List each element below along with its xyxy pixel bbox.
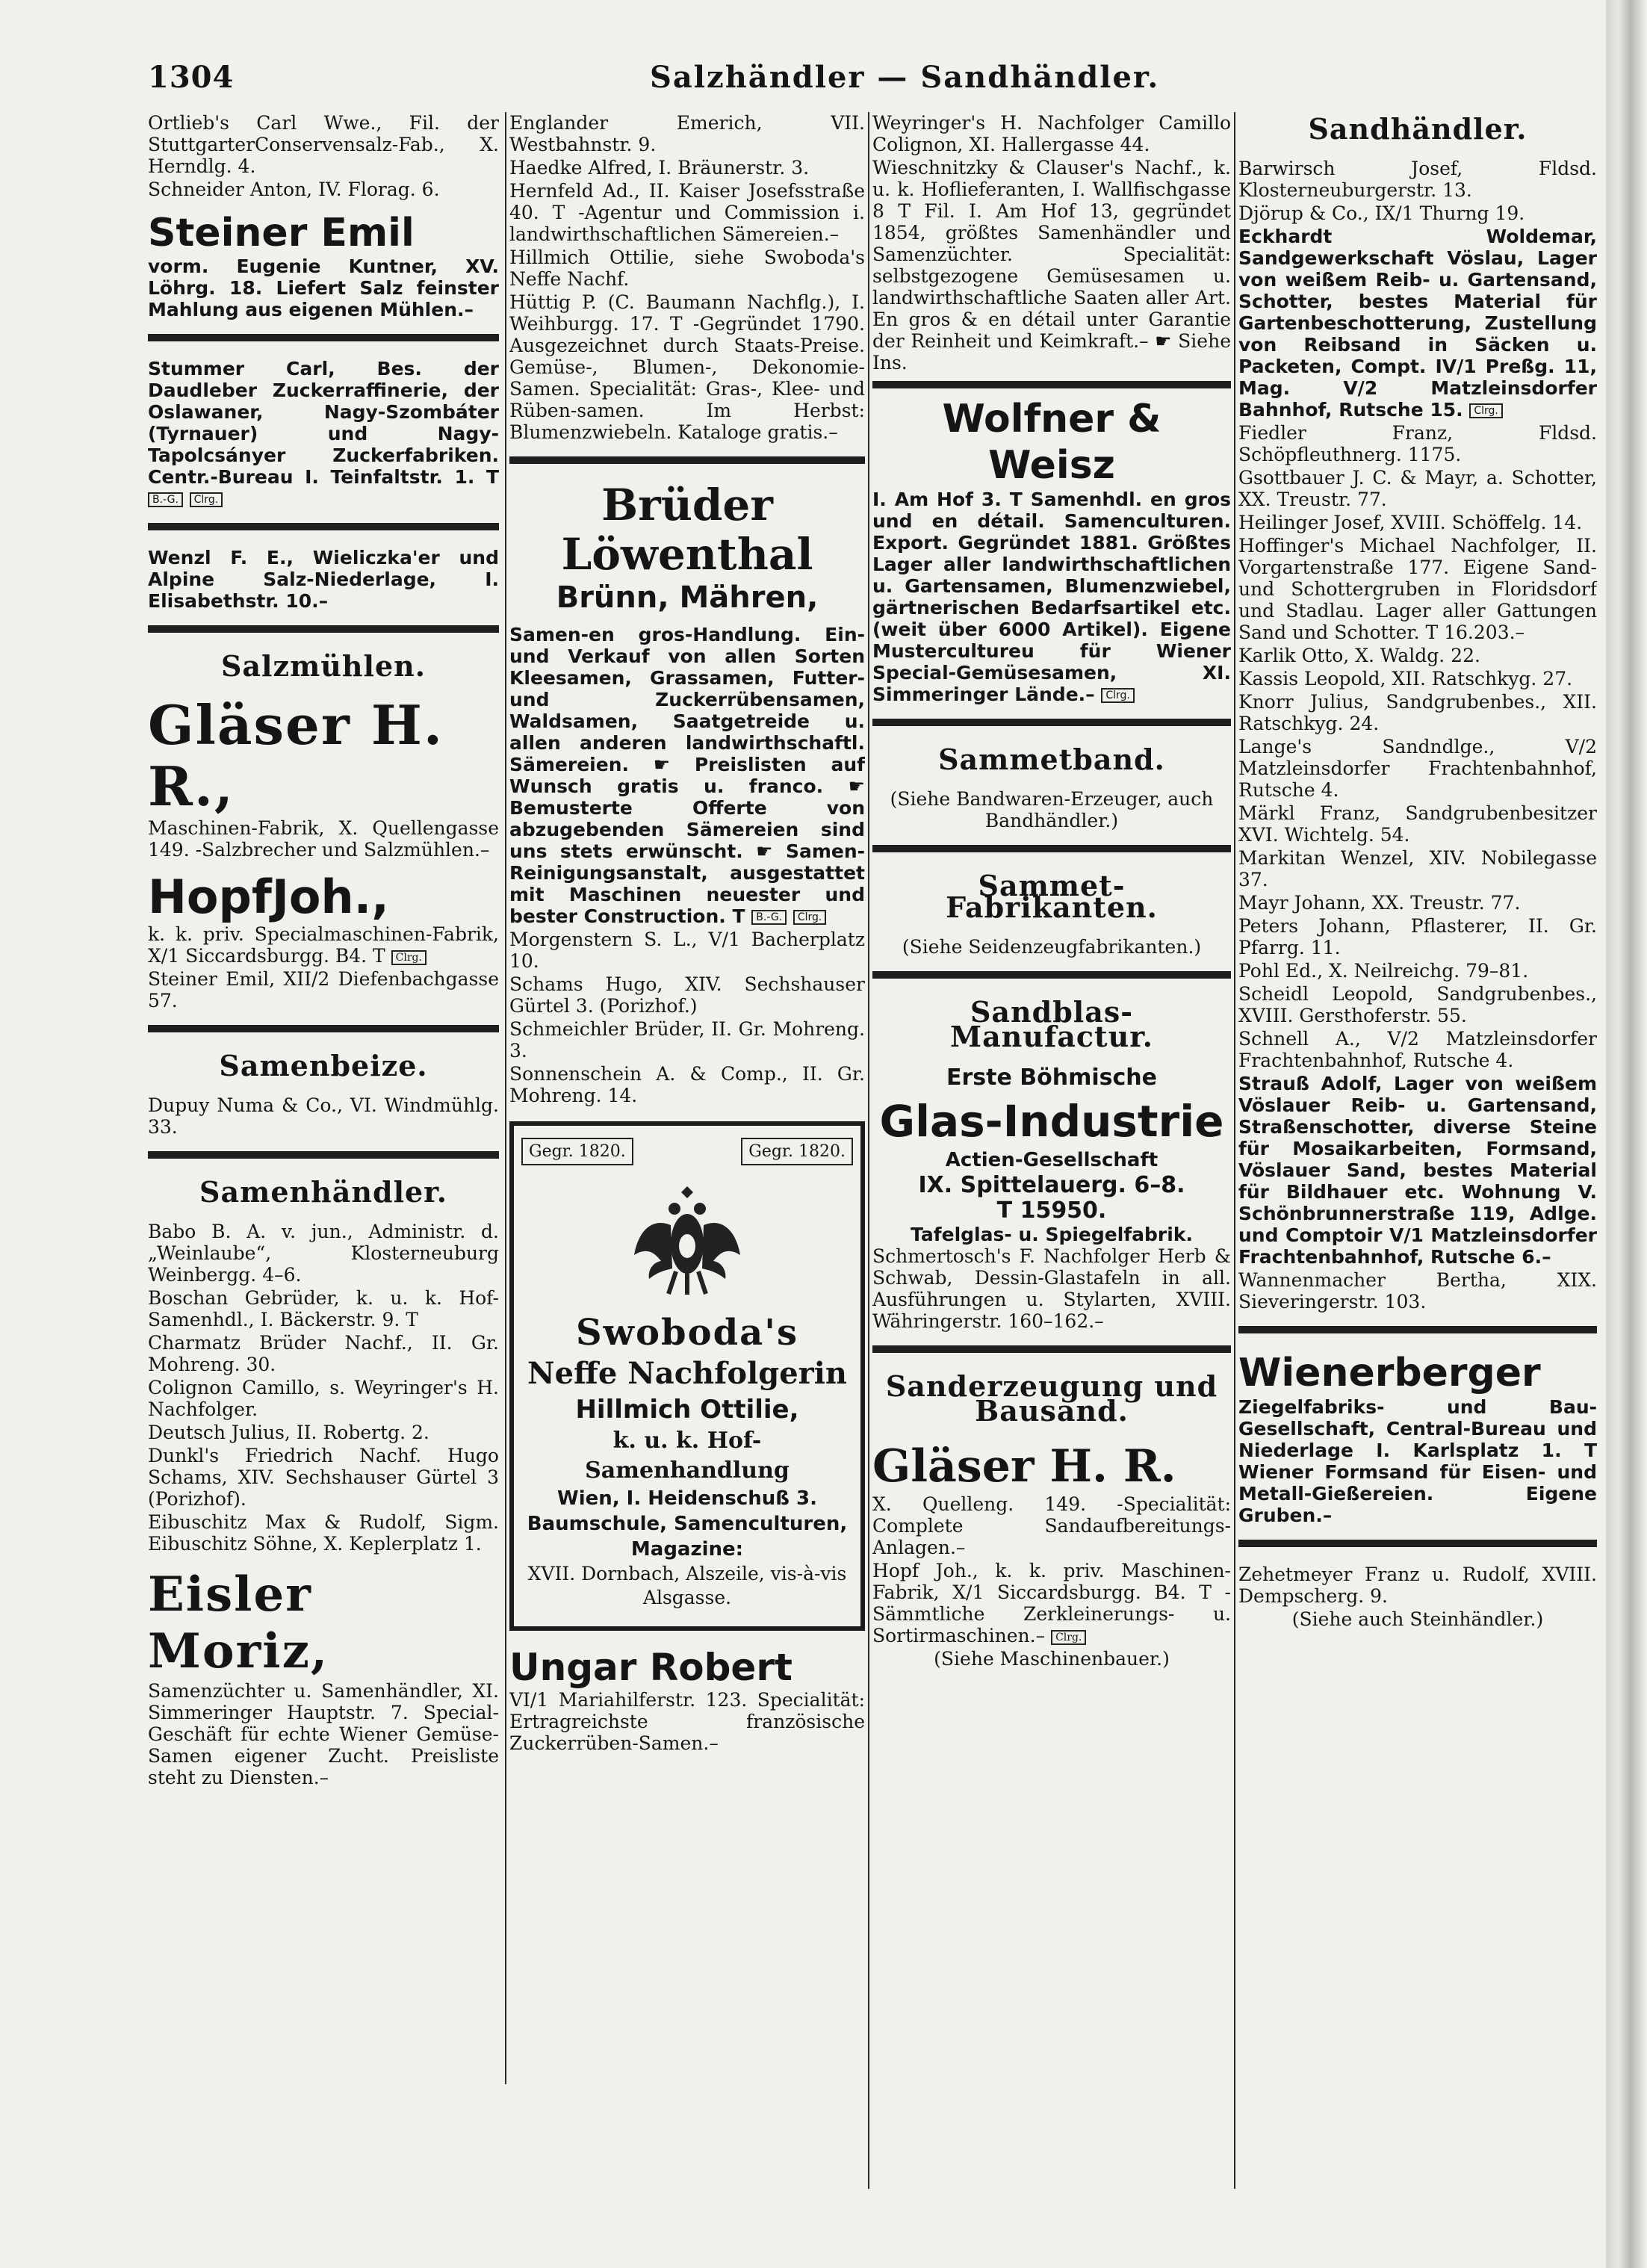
listing-schneider: Schneider Anton, IV. Florag. 6.	[148, 179, 440, 200]
ad-hopf-body: k. k. priv. Specialmaschinen-Fabrik, X/1 Siccardsburgg. B4. T	[148, 923, 499, 967]
badge-clrg: Clrg.	[1101, 688, 1135, 703]
badge-clrg: Clrg.	[793, 910, 827, 925]
listing-hopf2-text: Hopf Joh., k. k. priv. Maschinen-Fabrik, X/1 Siccardsburgg. B4. T -Sämmtliche Zerkleinerungs- u. Sortirmaschinen.–	[872, 1560, 1231, 1646]
listing-sonnenschein: Sonnenschein A. & Comp., II. Gr. Mohreng. 14.	[509, 1063, 865, 1106]
listing-fiedler: Fiedler Franz, Fldsd. Schöpfleuthnerg. 1175.	[1238, 422, 1597, 465]
section-heading-bausand: Bausand.	[975, 1394, 1129, 1428]
gegr-left: Gegr. 1820.	[521, 1138, 633, 1165]
badge-bg: B.-G.	[148, 492, 183, 507]
ad-wolfner-name: Wolfner & Weisz	[942, 397, 1161, 488]
listing-barwirsch: Barwirsch Josef, Fldsd. Klosterneuburgerstr. 13.	[1238, 158, 1597, 201]
column-1	[148, 112, 499, 2084]
listing-schmertosch: Schmertosch's F. Nachfolger Herb & Schwab, Dessin-Glastafeln in all. Ausführungen u. Stylarten, XVIII. Währingerstr. 160–162.–	[872, 1245, 1231, 1332]
listing-schmeichler: Schmeichler Brüder, II. Gr. Mohreng. 3.	[509, 1018, 865, 1062]
ad-swoboda-box	[509, 1121, 865, 1631]
listing-babo: Babo B. A. v. jun., Administr. d. „Weinlaube“, Klosterneuburg Weinbergg. 4–6.	[148, 1221, 499, 1286]
listing-hernfeld: Hernfeld Ad., II. Kaiser Josefsstraße 40. T -Agentur und Commission i. landwirthschaftlichen Sämereien.–	[509, 180, 865, 245]
divider	[872, 1345, 1231, 1353]
note-sammetband: (Siehe Bandwaren-Erzeuger, auch Bandhändler.)	[890, 788, 1214, 831]
listing-gsottbauer: Gsottbauer J. C. & Mayr, a. Schotter, XX. Treustr. 77.	[1238, 467, 1597, 510]
ad-glasind-actien: Actien-Gesellschaft	[945, 1149, 1159, 1171]
listing-wannenmacher: Wannenmacher Bertha, XIX. Sieveringerstr. 103.	[1238, 1269, 1597, 1313]
ad-swoboda-address: Wien, I. Heidenschuß 3.	[557, 1487, 817, 1510]
divider	[148, 625, 499, 633]
ad-glaeser-text: Maschinen-Fabrik, X. Quellengasse 149. -Salzbrecher und Salzmühlen.–	[148, 817, 499, 861]
listing-boschan-text: Boschan Gebrüder, k. u. k. Hof-Samenhdl., I. Bäckerstr. 9. T	[148, 1287, 499, 1330]
listing-peters: Peters Johann, Pflasterer, II. Gr. Pfarrg. 11.	[1238, 915, 1597, 958]
listing-ortlieb: Ortlieb's Carl Wwe., Fil. der StuttgarterConservensalz-Fab., X. Herndlg. 4.	[148, 112, 499, 177]
divider	[148, 1151, 499, 1159]
listing-maerkl: Märkl Franz, Sandgrubenbesitzer XVI. Wichtelg. 54.	[1238, 802, 1597, 846]
heading-right: Sandhändler.	[920, 60, 1160, 95]
badge-bg: B.-G.	[751, 910, 787, 925]
note-sammetfab: (Siehe Seidenzeugfabrikanten.)	[902, 936, 1202, 958]
ad-glasind-address: IX. Spittelauerg. 6–8.	[918, 1172, 1185, 1198]
ad-glasind-tafel: Tafelglas- u. Spiegelfabrik.	[911, 1224, 1193, 1245]
column-rule	[505, 112, 506, 2084]
divider	[872, 719, 1231, 726]
divider	[148, 523, 499, 530]
double-eagle-icon	[631, 1173, 743, 1304]
ad-eisler-name: Eisler Moriz,	[148, 1567, 329, 1679]
section-heading-sandhaendler: Sandhändler.	[1308, 112, 1527, 146]
note-maschinenbauer: (Siehe Maschinenbauer.)	[934, 1648, 1170, 1670]
listing-haedke: Haedke Alfred, I. Bräunerstr. 3.	[509, 157, 810, 179]
ad-ungar-text: VI/1 Mariahilferstr. 123. Specialität: Ertragreichste französische Zuckerrüben-Samen.–	[509, 1689, 865, 1754]
listing-pohl: Pohl Ed., X. Neilreichg. 79–81.	[1238, 960, 1529, 982]
heading-left: Salzhändler	[650, 60, 866, 95]
ad-loewenthal-body: Samen-en gros-Handlung. Ein- und Verkauf von allen Sorten Kleesamen, Grassamen, Futter- und Zuckerrübensamen, Waldsamen, Saatgetreide u. allen anderen landwirthschaftl. Sämereien. ☛ Preislisten auf Wunsch gratis u. franco. ☛ Bemusterte Offerte von abzugebenden Sämereien sind uns stets erwünscht. ☛ Samen-Reinigungsanstalt, ausgestattet mit Maschinen neuester und bester Construction. T	[509, 624, 865, 927]
page-number: 1304	[148, 60, 235, 95]
listing-dupuy: Dupuy Numa & Co., VI. Windmühlg. 33.	[148, 1094, 499, 1138]
divider	[148, 334, 499, 341]
listing-weyringer: Weyringer's H. Nachfolger Camillo Colignon, XI. Hallergasse 44.	[872, 112, 1231, 155]
listing-dunkl: Dunkl's Friedrich Nachf. Hugo Schams, XIV. Sechshauser Gürtel 3 (Porizhof).	[148, 1445, 499, 1510]
listing-hoffinger: Hoffinger's Michael Nachfolger, II. Vorgartenstraße 177. Eigene Sand- und Schottergruben in Floridsdorf und Stadlau. Lager aller Gattungen Sand und Schotter. T 16.203.–	[1238, 535, 1597, 643]
badge-clrg: Clrg.	[190, 492, 223, 507]
ad-steiner-text: vorm. Eugenie Kuntner, XV. Löhrg. 18. Liefert Salz feinster Mahlung aus eigenen Mühlen.–	[148, 255, 499, 320]
ad-loewenthal-city: Brünn, Mähren,	[556, 580, 819, 615]
listing-strauss: Strauß Adolf, Lager von weißem Vöslauer Reib- u. Gartensand, Straßenschotter, diverse Steine für Mosaikarbeiten, Formsand, Vöslauer Sand, bestes Material für Bildhauer etc. Wohnung V. Schönbrunnerstraße 119, Adlge. und Comptoir V/1 Matzleinsdorfer Frachtenbahnhof, Rutsche 6.–	[1238, 1073, 1597, 1268]
listing-huettig: Hüttig P. (C. Baumann Nachflg.), I. Weihburgg. 17. T -Gegründet 1790. Ausgezeichnet durch Staats-Preise. Gemüse-, Blumen-, Dekonomie-Samen. Specialität: Gras-, Klee- und Rüben-samen. Im Herbst: Blumenzwiebeln. Kataloge gratis.–	[509, 291, 865, 443]
column-4	[1238, 112, 1597, 2189]
ad-swoboda-owner: Hillmich Ottilie,	[575, 1395, 799, 1425]
listing-wieschnitzky: Wieschnitzky & Clauser's Nachf., k. u. k. Hoflieferanten, I. Wallfischgasse 8 T Fil. I. Am Hof 13, gegründet 1854, größtes Samenhändler und Samenzüchter. Specialität: selbstgezogene Gemüsesamen u. landwirthschaftliche Saaten aller Art. En gros & en détail unter Garantie der Reinheit und Keimkraft.– ☛ Siehe Ins.	[872, 157, 1231, 374]
ad-swoboda-hof: k. u. k. Hof-Samenhandlung	[585, 1428, 790, 1484]
listing-lange: Lange's Sandndlge., V/2 Matzleinsdorfer Frachtenbahnhof, Rutsche 4.	[1238, 736, 1597, 801]
column-3	[872, 112, 1231, 2189]
divider	[872, 845, 1231, 852]
listing-steiner2: Steiner Emil, XII/2 Diefenbachgasse 57.	[148, 968, 499, 1011]
listing-markitan: Markitan Wenzel, XIV. Nobilegasse 37.	[1238, 847, 1597, 890]
listing-djoerup: Djörup & Co., IX/1 Thurng 19.	[1238, 202, 1525, 224]
divider	[1238, 1540, 1597, 1547]
column-rule	[1234, 112, 1235, 2189]
ad-eisler-text: Samenzüchter u. Samenhändler, XI. Simmeringer Hauptstr. 7. Special-Geschäft für echte Wiener Gemüse-Samen eigener Zucht. Preisliste steht zu Diensten.–	[148, 1680, 499, 1788]
ad-ungar-name: Ungar Robert	[509, 1646, 793, 1689]
divider	[1238, 1326, 1597, 1333]
column-rule	[868, 112, 869, 2189]
listing-karlik: Karlik Otto, X. Waldg. 22.	[1238, 645, 1480, 666]
ad-glasind-tel: T 15950.	[996, 1197, 1107, 1224]
listing-kassis: Kassis Leopold, XII. Ratschkyg. 27.	[1238, 668, 1573, 690]
section-heading-sanderzeugung: Sanderzeugung und	[885, 1369, 1218, 1403]
section-heading-samenhaendler: Samenhändler.	[199, 1175, 447, 1209]
ad-wenzl: Wenzl F. E., Wieliczka'er und Alpine Salz-Niederlage, I. Elisabethstr. 10.–	[148, 547, 499, 612]
badge-clrg: Clrg.	[391, 950, 427, 965]
listing-knorr: Knorr Julius, Sandgrubenbes., XII. Ratschkyg. 24.	[1238, 691, 1597, 734]
section-heading-manufactur: Manufactur.	[950, 1020, 1153, 1053]
divider	[148, 1025, 499, 1032]
ad-loewenthal-text	[509, 624, 865, 927]
listing-heilinger: Heilinger Josef, XVIII. Schöffelg. 14.	[1238, 512, 1583, 533]
ad-swoboda-header	[521, 1138, 853, 1165]
ad-glasind-erste: Erste Böhmische	[946, 1065, 1157, 1091]
badge-clrg: Clrg.	[1469, 403, 1503, 418]
section-heading-samenbeize: Samenbeize.	[219, 1049, 428, 1082]
ad-swoboda-line7: Magazine:	[630, 1538, 744, 1561]
listing-deutsch: Deutsch Julius, II. Robertg. 2.	[148, 1422, 429, 1443]
ad-hopf-name: HopfJoh.,	[148, 870, 389, 924]
listing-englander: Englander Emerich, VII. Westbahnstr. 9.	[509, 112, 865, 155]
ad-swoboda-line6: Baumschule, Samenculturen,	[527, 1513, 848, 1535]
badge-clrg: Clrg.	[1051, 1630, 1086, 1645]
ad-wolfner-text	[872, 489, 1231, 705]
ad-glasind-name: Glas-Industrie	[879, 1096, 1224, 1147]
ad-swoboda-line8: XVII. Dornbach, Alszeile, vis-à-vis Alsgasse.	[527, 1563, 847, 1608]
heading-separator: —	[877, 60, 909, 95]
listing-zehetmeyer: Zehetmeyer Franz u. Rudolf, XVIII. Dempscherg. 9.	[1238, 1564, 1597, 1607]
ad-wolfner-body: I. Am Hof 3. T Samenhdl. en gros und en détail. Samenculturen. Export. Gegründet 1881. Größtes Lager aller landwirthschaftlichen u. Gartensamen, Blumenzwiebel, gärtnerischen Bedarfsartikel etc. (weit über 6000 Artikel). Eigene Mustercultureu für Wiener Special-Gemüsesamen, XI. Simmeringer Lände.–	[872, 489, 1231, 705]
listing-eibuschitz: Eibuschitz Max & Rudolf, Sigm. Eibuschitz Söhne, X. Keplerplatz 1.	[148, 1511, 499, 1555]
ad-glaeser2-name: Gläser H. R.	[872, 1440, 1176, 1493]
divider	[872, 971, 1231, 979]
section-heading-salzmuehlen: Salzmühlen.	[220, 649, 426, 683]
listing-mayr: Mayr Johann, XX. Treustr. 77.	[1238, 892, 1521, 914]
divider	[509, 456, 865, 464]
divider	[872, 381, 1231, 388]
ad-loewenthal-name: Brüder Löwenthal	[561, 480, 813, 580]
ad-stummer-text: Stummer Carl, Bes. der Daudleber Zuckerraffinerie, der Oslawaner, Nagy-Szombáter (Tyrnauer) und Nagy-Tapolcsányer Zuckerfabriken. Centr.-Bureau I. Teinfaltstr. 1. T	[148, 358, 499, 488]
ad-wienerberger-name: Wienerberger	[1238, 1351, 1541, 1395]
listing-scheidl: Scheidl Leopold, Sandgrubenbes., XVIII. Gersthoferstr. 55.	[1238, 983, 1597, 1026]
gegr-right: Gegr. 1820.	[741, 1138, 853, 1165]
listing-charmatz: Charmatz Brüder Nachf., II. Gr. Mohreng. 30.	[148, 1332, 499, 1375]
ad-swoboda-title: Swoboda's	[576, 1312, 798, 1354]
ad-hopf-text	[148, 923, 499, 967]
page-heading	[650, 60, 1159, 95]
listing-eckhardt	[1238, 226, 1597, 421]
listing-boschan	[148, 1287, 499, 1330]
listing-hopf2	[872, 1560, 1231, 1646]
section-heading-sammetfab: Sammet-Fabrikanten.	[946, 869, 1158, 924]
section-heading-sandblas: Sandblas-	[970, 995, 1134, 1029]
listing-eckhardt-text: Eckhardt Woldemar, Sandgewerkschaft Vöslau, Lager von weißem Reib- u. Gartensand, Schotter, bestes Material für Gartenbeschotterung, Zustellung von Reibsand in Säcken u. Packeten, Compt. IV/1 Preßg. 11, Mag. V/2 Matzleinsdorfer Bahnhof, Rutsche 15.	[1238, 226, 1597, 421]
listing-schnell: Schnell A., V/2 Matzleinsdorfer Frachtenbahnhof, Rutsche 4.	[1238, 1028, 1597, 1071]
listing-hillmich: Hillmich Ottilie, siehe Swoboda's Neffe Nachf.	[509, 247, 865, 290]
note-steinhaendler: (Siehe auch Steinhändler.)	[1291, 1608, 1544, 1630]
section-heading-sammetband: Sammetband.	[938, 743, 1165, 776]
ad-wienerberger-text: Ziegelfabriks- und Bau-Gesellschaft, Central-Bureau und Niederlage I. Karlsplatz 1. T Wiener Formsand für Eisen- und Metall-Gießereien. Eigene Gruben.–	[1238, 1396, 1597, 1526]
ad-glaeser2-text: X. Quelleng. 149. -Specialität: Complete Sandaufbereitungs-Anlagen.–	[872, 1493, 1231, 1558]
ad-swoboda-subtitle: Neffe Nachfolgerin	[527, 1356, 847, 1391]
column-2	[509, 112, 865, 2189]
listing-colignon: Colignon Camillo, s. Weyringer's H. Nachfolger.	[148, 1377, 499, 1420]
ad-stummer	[148, 358, 499, 509]
listing-morgenstern: Morgenstern S. L., V/1 Bacherplatz 10.	[509, 929, 865, 972]
page-edge	[1606, 0, 1647, 2268]
ad-steiner-name: Steiner Emil	[148, 211, 415, 255]
ad-glaeser-name: Gläser H. R.,	[148, 693, 444, 818]
listing-schams: Schams Hugo, XIV. Sechshauser Gürtel 3. (Porizhof.)	[509, 973, 865, 1017]
